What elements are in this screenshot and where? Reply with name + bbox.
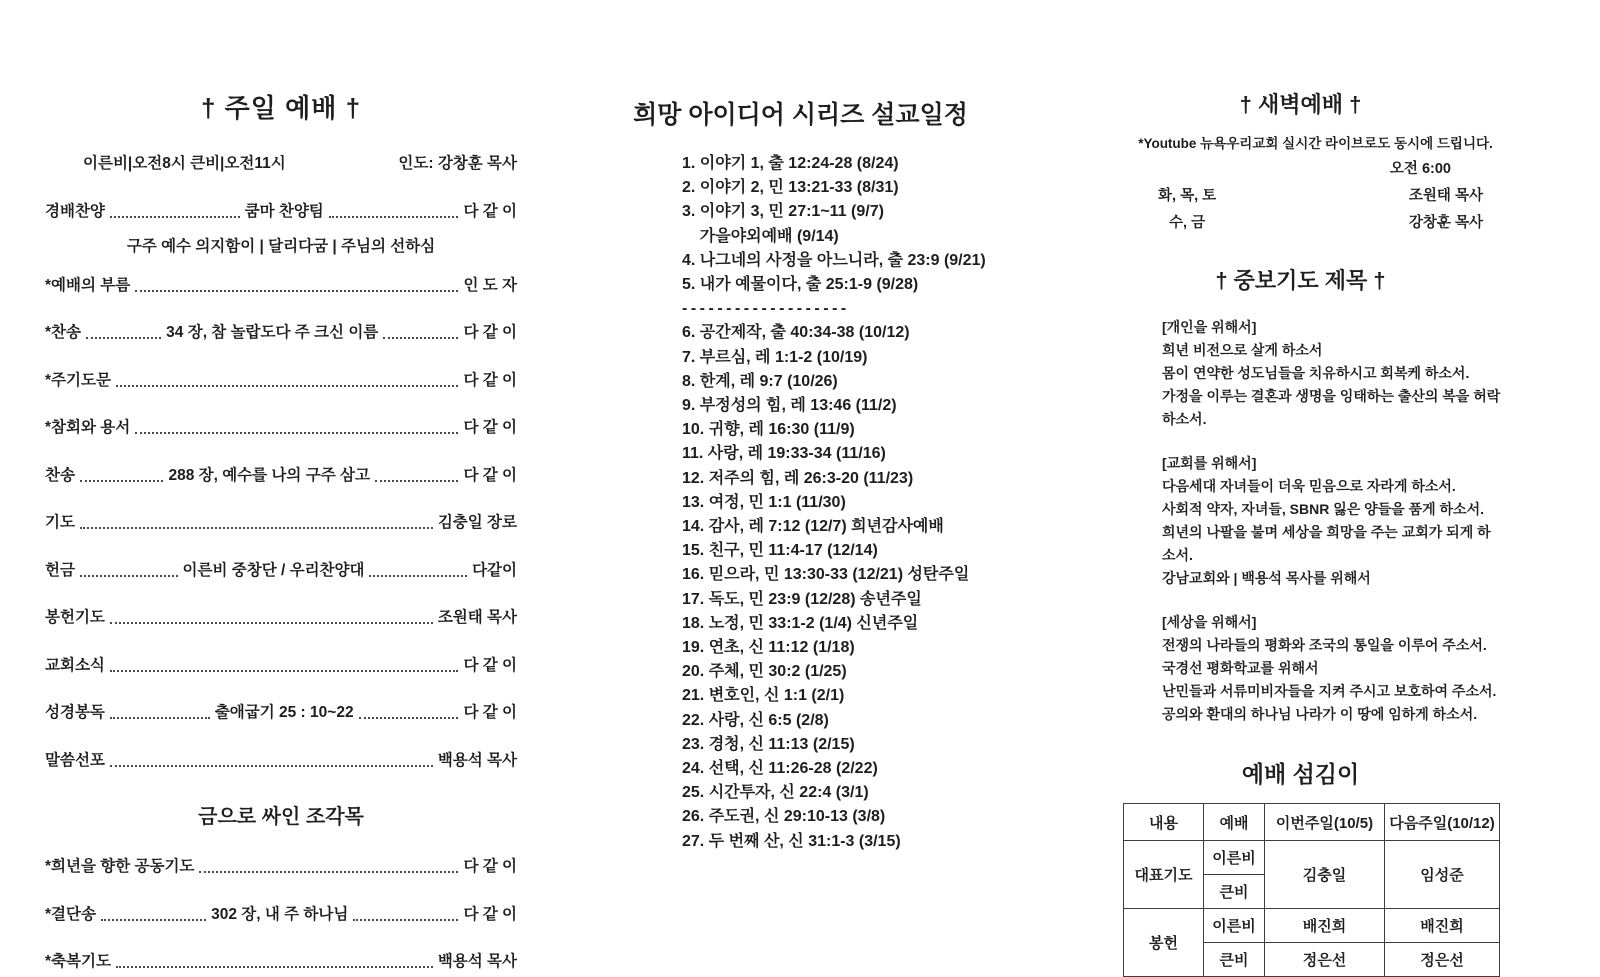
worship-item-detail: 이른비 중창단 / 우리찬양대	[182, 561, 365, 579]
sermon-item: 16. 믿으라, 민 13:30-33 (12/21) 성탄주일	[682, 566, 970, 584]
dot-leader	[135, 290, 458, 292]
prayer-line: 강남교회와 | 백용석 목사를 위해서	[1162, 570, 1371, 586]
sermon-item: 17. 독도, 민 23:9 (12/28) 송년주일	[682, 590, 922, 608]
sermon-item: 1. 이야기 1, 출 12:24-28 (8/24)	[682, 155, 899, 172]
worship-line	[45, 199, 517, 221]
prayer-group-personal	[1098, 316, 1503, 431]
worship-line	[45, 605, 517, 627]
sermon-series-section	[618, 95, 986, 854]
worship-line	[45, 902, 517, 924]
dot-leader	[110, 216, 240, 218]
worship-item-label: 교회소식	[45, 656, 105, 674]
worship-line	[45, 748, 517, 770]
worship-line	[45, 700, 517, 722]
cell-service: 큰비	[1204, 875, 1265, 909]
cell-this-week: 정은선	[1265, 943, 1385, 977]
servers-table	[1123, 803, 1500, 977]
prayer-line: 공의와 환대의 하나님 나라가 이 땅에 임하게 하소서.	[1162, 706, 1478, 722]
worship-item-label: 성경봉독	[45, 704, 105, 721]
cell-next-week: 임성준	[1385, 841, 1500, 909]
prayer-line: 몸이 연약한 성도님들을 치유하시고 회복케 하소서.	[1162, 365, 1470, 381]
worship-item-assignee: 다 같 이	[463, 704, 518, 721]
sunday-worship-title: † 주일 예배 †	[200, 93, 362, 123]
dot-leader	[80, 575, 178, 577]
series-separator: -------------------	[682, 300, 850, 318]
sermon-item: 6. 공간제작, 출 40:34-38 (10/12)	[682, 324, 910, 342]
dot-leader	[116, 385, 459, 387]
sermon-item: 가을야외예배 (9/14)	[682, 227, 839, 245]
worship-item-assignee: 다 같 이	[463, 202, 517, 220]
prayer-line: 전쟁의 나라들의 평화와 조국의 통일을 이루어 주소서.	[1162, 637, 1487, 653]
hymn-medley-line: 구주 예수 의지함이 | 달리다굼 | 주님의 선하심	[126, 237, 436, 255]
prayer-line: 국경선 평화학교를 위해서	[1162, 660, 1319, 676]
worship-item-assignee: 백용석 목사	[437, 953, 517, 970]
cell-service: 이른비	[1204, 841, 1265, 875]
prayer-line: 가정을 이루는 결혼과 생명을 잉태하는 출산의 복을 허락하소서.	[1162, 388, 1501, 427]
prayer-line: 희년 비전으로 살게 하소서	[1162, 342, 1323, 358]
dot-leader	[359, 717, 459, 719]
dot-leader	[383, 337, 458, 339]
sermon-item: 5. 내가 예물이다, 출 25:1-9 (9/28)	[682, 276, 919, 294]
worship-item-detail: 34 장, 참 놀랍도다 주 크신 이름	[166, 324, 379, 341]
service-times: 이른비|오전8시 큰비|오전11시	[83, 155, 286, 172]
servers-table-header-row	[1124, 804, 1500, 841]
worship-item-assignee: 다 같 이	[463, 656, 517, 674]
worship-item-label: 헌금	[45, 561, 75, 579]
cell-this-week: 배진희	[1265, 909, 1385, 943]
prayer-group-world	[1098, 611, 1503, 726]
worship-item-assignee: 다 같 이	[463, 371, 517, 389]
sermon-item: 19. 연초, 신 11:12 (1/18)	[682, 639, 855, 657]
dawn-worship-time: 오전 6:00	[1389, 161, 1451, 177]
worship-line	[45, 558, 517, 580]
worship-item-detail: 302 장, 내 주 하나님	[211, 905, 349, 923]
worship-item-assignee: 다 같 이	[463, 466, 517, 484]
dawn-schedule-row	[1098, 211, 1503, 232]
sunday-worship-section	[45, 88, 517, 971]
worship-item-assignee: 백용석 목사	[437, 751, 517, 769]
sermon-item: 15. 친구, 민 11:4-17 (12/14)	[682, 542, 878, 560]
worship-line	[45, 320, 517, 342]
worship-item-label: 경배찬양	[45, 202, 105, 220]
worship-item-label: 찬송	[45, 466, 75, 484]
dawn-days: 수, 금	[1169, 215, 1206, 231]
dot-leader	[353, 919, 458, 921]
dot-leader	[110, 670, 459, 672]
worship-item-detail: 쿰마 찬양팀	[244, 202, 324, 220]
dot-leader	[369, 575, 467, 577]
sermon-item: 10. 귀향, 레 16:30 (11/9)	[682, 421, 855, 439]
worship-item-assignee: 인 도 자	[463, 276, 517, 294]
cell-service: 큰비	[1204, 943, 1265, 977]
worship-item-assignee: 다 같 이	[463, 419, 517, 436]
worship-item-detail: 288 장, 예수를 나의 구주 삼고	[168, 466, 370, 484]
worship-line	[45, 463, 517, 485]
sermon-item: 27. 두 번째 산, 신 31:1-3 (3/15)	[682, 832, 901, 850]
sermon-series-title: 희망 아이디어 시리즈 설교일정	[633, 101, 968, 129]
servers-title: 예배 섬김이	[1241, 761, 1360, 787]
sermon-item: 20. 주체, 민 30:2 (1/25)	[682, 663, 847, 681]
dot-leader	[101, 919, 206, 921]
worship-item-label: *희년을 향한 공동기도	[45, 858, 195, 875]
dot-leader	[110, 622, 433, 624]
sermon-list-part1	[618, 152, 986, 297]
sermon-item: 21. 변호인, 신 1:1 (2/1)	[682, 687, 845, 705]
prayer-lines	[1162, 634, 1503, 726]
prayer-line: 희년의 나팔을 불며 세상을 희망을 주는 교회가 되게 하소서.	[1162, 524, 1491, 563]
worship-item-assignee: 다 같 이	[463, 905, 518, 923]
worship-schedule-row	[45, 151, 517, 173]
worship-item-assignee: 다 같 이	[463, 324, 517, 341]
sermon-item: 7. 부르심, 레 1:1-2 (10/19)	[682, 348, 868, 366]
header-this-week: 이번주일(10/5)	[1265, 804, 1385, 841]
sermon-item: 4. 나그네의 사정을 아느니라, 출 23:9 (9/21)	[682, 251, 986, 269]
prayer-group-church	[1098, 452, 1503, 590]
worship-line	[45, 653, 517, 675]
cell-next-week: 정은선	[1385, 943, 1500, 977]
worship-line	[45, 949, 517, 971]
dot-leader	[375, 480, 459, 482]
dot-leader	[86, 337, 161, 339]
right-column	[1098, 88, 1503, 977]
sermon-item: 13. 여정, 민 1:1 (11/30)	[682, 493, 846, 511]
worship-line	[45, 510, 517, 532]
worship-item-assignee: 김충일 장로	[437, 514, 517, 531]
header-next-week: 다음주일(10/12)	[1385, 804, 1500, 841]
dawn-days: 화, 목, 토	[1158, 188, 1217, 204]
worship-item-detail: 출애굽기 25 : 10~22	[214, 704, 354, 721]
worship-line	[45, 415, 517, 437]
prayer-lines	[1162, 475, 1503, 590]
sermon-item: 18. 노정, 민 33:1-2 (1/4) 신년주일	[682, 614, 919, 632]
cell-offering: 봉헌	[1124, 909, 1204, 977]
sermon-item: 2. 이야기 2, 민 13:21-33 (8/31)	[682, 179, 899, 197]
sermon-item: 23. 경청, 신 11:13 (2/15)	[682, 735, 855, 753]
worship-line	[45, 368, 517, 390]
worship-item-label: 말씀선포	[45, 751, 105, 769]
dawn-schedule-row	[1098, 184, 1503, 205]
prayer-line: 사회적 약자, 자녀들, SBNR 잃은 양들을 품게 하소서.	[1162, 501, 1484, 517]
sermon-list-part2	[618, 321, 983, 853]
cell-rep-prayer: 대표기도	[1124, 841, 1204, 909]
dawn-schedule	[1098, 184, 1503, 232]
worship-item-assignee: 조원태 목사	[437, 609, 517, 626]
dot-leader	[116, 966, 433, 968]
youtube-live-note: *Youtube 뉴욕우리교회 실시간 라이브로도 동시에 드립니다.	[1138, 136, 1493, 151]
intercessory-prayer-title: † 중보기도 제목 †	[1215, 268, 1386, 293]
sermon-item: 25. 시간투자, 신 22:4 (3/1)	[682, 784, 869, 802]
dot-leader	[329, 216, 459, 218]
sermon-item: 8. 한계, 레 9:7 (10/26)	[682, 372, 838, 390]
dot-leader	[199, 871, 458, 873]
worship-item-label: *예배의 부름	[45, 276, 131, 294]
worship-item-label: *주기도문	[45, 371, 111, 389]
dawn-pastor: 강창훈 목사	[1408, 215, 1483, 231]
worship-line	[45, 854, 517, 876]
worship-line	[45, 273, 517, 295]
worship-item-assignee: 다같이	[472, 561, 517, 579]
sermon-item: 11. 사랑, 레 19:33-34 (11/16)	[682, 445, 886, 463]
worship-item-label: 기도	[45, 514, 75, 531]
cell-next-week: 배진희	[1385, 909, 1500, 943]
dot-leader	[80, 480, 164, 482]
cell-service: 이른비	[1204, 909, 1265, 943]
dot-leader	[80, 527, 433, 529]
worship-item-assignee: 다 같 이	[463, 858, 517, 875]
sermon-item: 14. 감사, 레 7:12 (12/7) 희년감사예배	[682, 518, 944, 536]
gold-covered-wood-title: 금으로 싸인 조각목	[198, 805, 364, 828]
header-service: 예배	[1204, 804, 1265, 841]
sermon-item: 26. 주도권, 신 29:10-13 (3/8)	[682, 808, 886, 826]
dawn-worship-title: † 새벽예배 †	[1239, 92, 1362, 117]
sermon-item: 22. 사랑, 신 6:5 (2/8)	[682, 711, 829, 729]
cell-this-week: 김충일	[1265, 841, 1385, 909]
header-content: 내용	[1124, 804, 1204, 841]
sermon-item: 12. 저주의 힘, 레 26:3-20 (11/23)	[682, 469, 914, 487]
dawn-pastor: 조원태 목사	[1408, 188, 1483, 204]
sermon-item: 24. 선택, 신 11:26-28 (2/22)	[682, 760, 878, 778]
sermon-item: 9. 부정성의 힘, 레 13:46 (11/2)	[682, 397, 897, 415]
worship-leader: 인도: 강창훈 목사	[398, 155, 517, 172]
worship-item-label: *축복기도	[45, 953, 111, 970]
prayer-line: 난민들과 서류미비자들을 지켜 주시고 보호하여 주소서.	[1162, 683, 1497, 699]
prayer-group-header: [개인을 위해서]	[1162, 319, 1257, 335]
table-row	[1124, 909, 1500, 943]
prayer-lines	[1162, 339, 1503, 431]
worship-item-label: *찬송	[45, 324, 81, 341]
prayer-group-header: [교회를 위해서]	[1162, 455, 1257, 471]
dot-leader	[110, 717, 210, 719]
table-row	[1124, 841, 1500, 875]
worship-item-label: *결단송	[45, 905, 96, 923]
prayer-line: 다음세대 자녀들이 더욱 믿음으로 자라게 하소서.	[1162, 478, 1456, 494]
dot-leader	[135, 432, 458, 434]
prayer-group-header: [세상을 위해서]	[1162, 614, 1257, 630]
worship-item-label: 봉헌기도	[45, 609, 105, 626]
sermon-item: 3. 이야기 3, 민 27:1~11 (9/7)	[682, 203, 884, 221]
dot-leader	[110, 765, 433, 767]
worship-item-label: *참회와 용서	[45, 419, 131, 436]
